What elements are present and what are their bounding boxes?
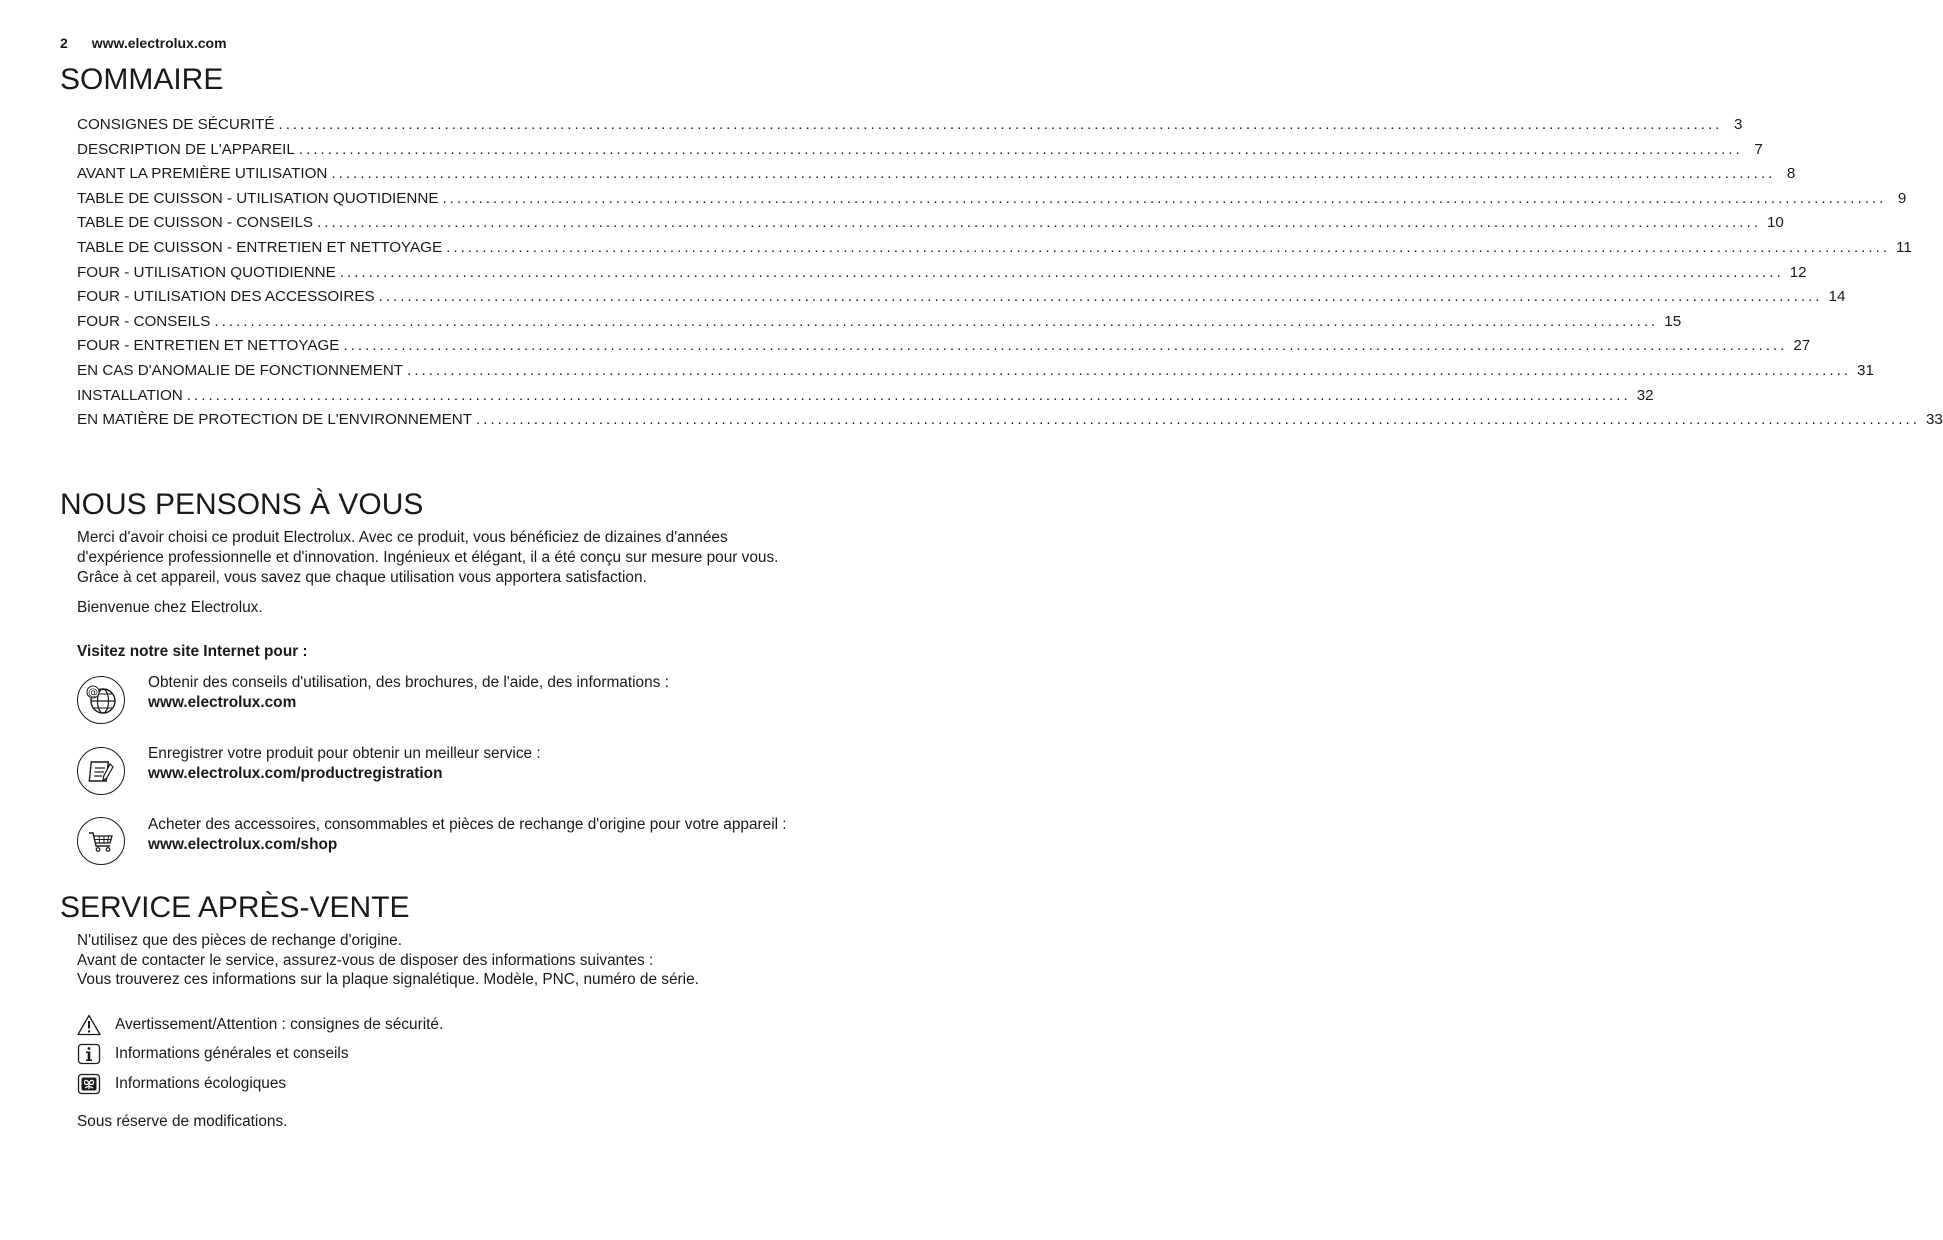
toc-entry-page: 12 [1789,263,1807,281]
toc-entry-page: 9 [1897,189,1907,207]
link-url-shop[interactable]: www.electrolux.com/shop [148,836,338,853]
toc-leader-dots: ........................................................................................................................................................................................................ [446,238,1891,256]
legend-row-info [77,1040,677,1070]
header-site-link[interactable]: www.electrolux.com [91,35,227,51]
toc-leader-dots: ........................................................................................................................................................................................................ [339,263,1784,281]
sommaire-title: SOMMAIRE [60,63,224,96]
globe-at-icon [77,676,125,724]
toc-entry[interactable] [77,140,1763,165]
toc-leader-dots: ........................................................................................................................................................................................................ [476,411,1920,429]
legend-row-eco [77,1069,677,1099]
service-line-1: N'utilisez que des pièces de rechange d'origine. [77,932,403,949]
toc-entry[interactable] [77,213,1784,238]
pensons-title: NOUS PENSONS À VOUS [60,488,424,521]
page-number: 2 [60,35,68,51]
toc-entry[interactable] [77,115,1743,140]
shopping-cart-icon [77,817,125,865]
toc-entry[interactable] [77,287,1846,312]
toc-entry-page: 14 [1828,288,1846,306]
toc-entry-title: TABLE DE CUISSON - ENTRETIEN ET NETTOYAGE [77,238,443,256]
toc-entry[interactable] [77,164,1796,189]
page-header [60,35,227,51]
toc-entry-title: AVANT LA PREMIÈRE UTILISATION [77,165,328,183]
toc-leader-dots: ........................................................................................................................................................................................................ [186,386,1631,404]
toc-entry-page: 27 [1793,337,1811,355]
toc-leader-dots: ........................................................................................................................................................................................................ [331,165,1776,183]
svg-text:@: @ [88,687,98,699]
toc-entry-title: DESCRIPTION DE L'APPAREIL [77,140,295,158]
toc-entry-title: FOUR - ENTRETIEN ET NETTOYAGE [77,337,340,355]
toc-entry[interactable] [77,263,1807,288]
link-text-web: Obtenir des conseils d'utilisation, des brochures, de l'aide, des informations : [148,674,669,691]
welcome-text: Bienvenue chez Electrolux. [77,599,263,616]
link-description-web [148,673,808,713]
table-of-contents [77,115,1943,435]
eco-icon [77,1072,101,1096]
warning-icon [77,1013,101,1037]
toc-leader-dots: ........................................................................................................................................................................................................ [442,189,1887,207]
registration-icon [77,747,125,795]
toc-entry-title: TABLE DE CUISSON - CONSEILS [77,214,314,232]
toc-entry-title: EN CAS D'ANOMALIE DE FONCTIONNEMENT [77,361,404,379]
toc-entry-title: EN MATIÈRE DE PROTECTION DE L'ENVIRONNEMENT [77,411,473,429]
toc-entry-title: INSTALLATION [77,386,183,404]
toc-entry[interactable] [77,336,1811,361]
toc-entry-page: 15 [1664,312,1682,330]
toc-entry[interactable] [77,189,1907,214]
toc-entry-title: TABLE DE CUISSON - UTILISATION QUOTIDIENNE [77,189,439,207]
toc-leader-dots: ........................................................................................................................................................................................................ [317,214,1761,232]
link-url-registration[interactable]: www.electrolux.com/productregistration [148,765,443,782]
service-paragraph [77,931,807,990]
toc-entry-title: FOUR - CONSEILS [77,312,211,330]
toc-entry-page: 10 [1766,214,1784,232]
toc-entry-page: 11 [1896,238,1912,256]
toc-entry-page: 7 [1754,140,1763,158]
intro-paragraph: Merci d'avoir choisi ce produit Electrolux. Avec ce produit, vous bénéficiez de dizaines d'années d'expérience professionnelle et d'innovation. Ingénieux et élégant, il a été conçu sur mesure pour vous. Grâce à cet appareil, vous savez que chaque utilisation vous apportera satisfaction. [77,529,779,586]
toc-entry-title: FOUR - UTILISATION DES ACCESSOIRES [77,288,375,306]
toc-entry-title: FOUR - UTILISATION QUOTIDIENNE [77,263,336,281]
service-line-2: Avant de contacter le service, assurez-vous de disposer des informations suivantes : [77,951,654,969]
link-text-registration: Enregistrer votre produit pour obtenir un meilleur service : [148,745,541,762]
toc-entry-page: 33 [1925,411,1943,429]
toc-entry[interactable] [77,361,1874,386]
legend-text-eco: Informations écologiques [115,1074,287,1092]
service-line-3: Vous trouverez ces informations sur la plaque signalétique. Modèle, PNC, numéro de série. [77,971,699,988]
toc-entry-page: 32 [1636,386,1654,404]
toc-leader-dots: ........................................................................................................................................................................................................ [378,288,1823,306]
legend-row-warning [77,1010,677,1040]
legend-text-warning: Avertissement/Attention : consignes de sécurité. [115,1015,444,1033]
toc-entry[interactable] [77,238,1912,263]
symbol-legend [77,1010,677,1099]
toc-entry[interactable] [77,312,1682,337]
toc-entry[interactable] [77,386,1654,411]
link-description-shop [148,815,808,855]
toc-leader-dots: ........................................................................................................................................................................................................ [214,312,1659,330]
toc-entry-page: 8 [1786,165,1796,183]
link-text-shop: Acheter des accessoires, consommables et pièces de rechange d'origine pour votre appareil : [148,816,787,833]
service-title: SERVICE APRÈS-VENTE [60,891,410,924]
info-icon [77,1042,101,1066]
toc-leader-dots: ........................................................................................................................................................................................................ [343,337,1788,355]
toc-leader-dots: ........................................................................................................................................................................................................ [407,361,1852,379]
reserve-note: Sous réserve de modifications. [77,1113,288,1130]
toc-entry-title: CONSIGNES DE SÉCURITÉ [77,116,275,133]
toc-leader-dots: ........................................................................................................................................................................................................ [278,116,1723,133]
toc-entry-page: 31 [1857,361,1874,379]
link-url-web[interactable]: www.electrolux.com [148,694,297,711]
legend-text-info: Informations générales et conseils [115,1045,349,1063]
toc-leader-dots: ........................................................................................................................................................................................................ [298,140,1743,158]
toc-entry[interactable] [77,410,1943,435]
toc-entry-page: 3 [1733,116,1743,133]
visit-heading: Visitez notre site Internet pour : [77,643,308,660]
link-description-registration [148,744,808,784]
